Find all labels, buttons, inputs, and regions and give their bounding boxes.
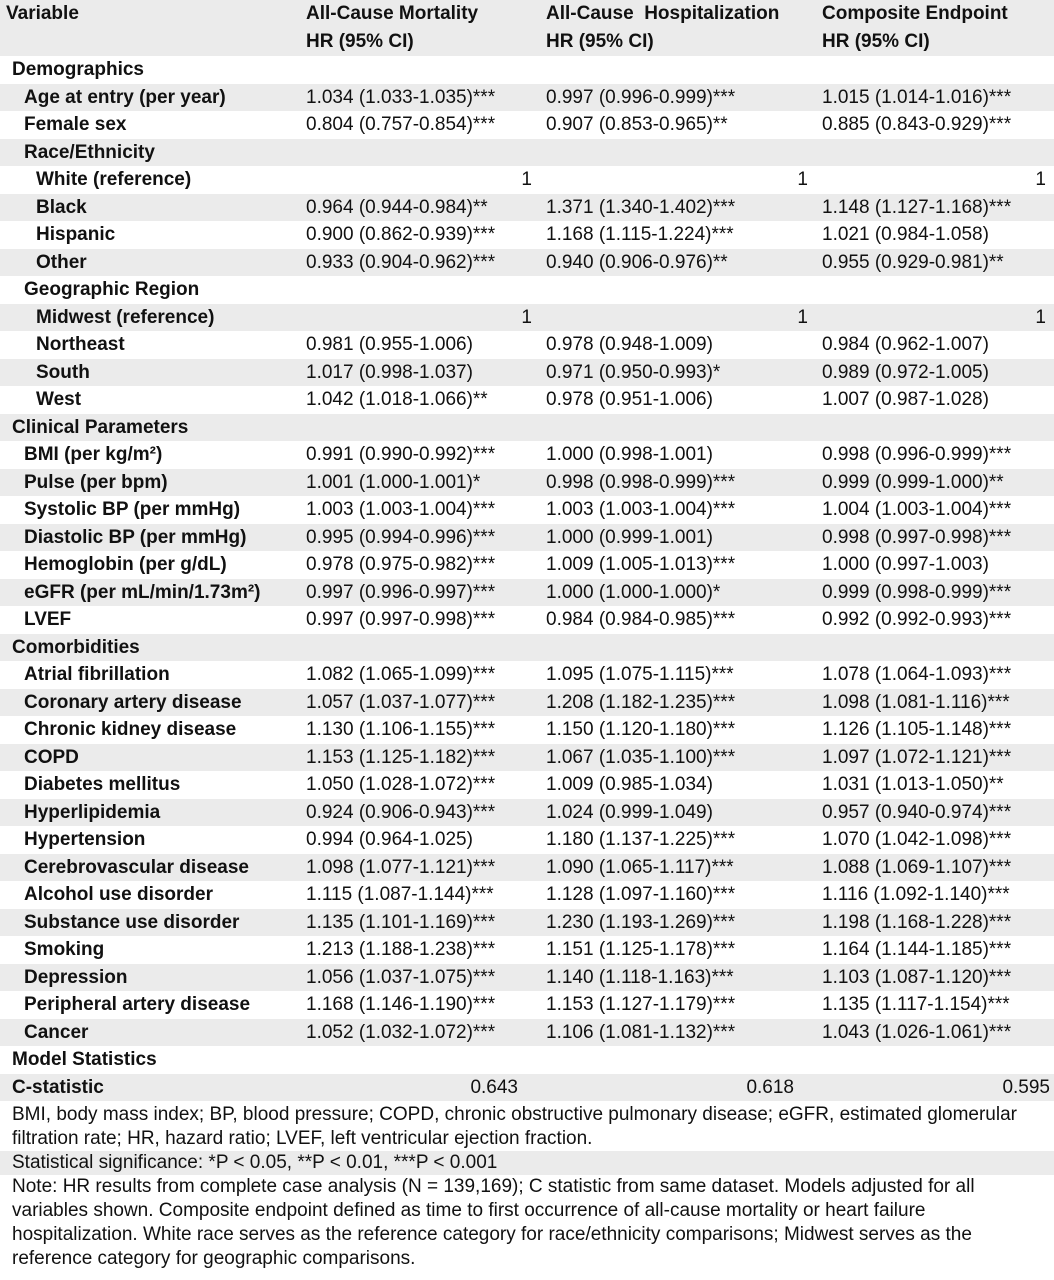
header-mortality-title: All-Cause Mortality — [306, 3, 479, 24]
composite-value: 1.078 (1.064-1.093)*** — [822, 664, 1012, 685]
header-composite-subtitle: HR (95% CI) — [822, 31, 930, 52]
abbreviations-note: BMI, body mass index; BP, blood pressure; COPD, chronic obstructive pulmonary disease; eGFR, estimated glomerular filtration rate; HR, hazard ratio; LVEF, left ventricular ejection fraction. — [12, 1104, 1017, 1149]
table-row — [0, 194, 1054, 222]
variable-label: eGFR (per mL/min/1.73m²) — [24, 581, 261, 603]
mortality-value: 0.994 (0.964-1.025) — [306, 829, 473, 850]
hospitalization-value — [540, 634, 816, 662]
table-row — [0, 524, 1054, 552]
mortality-value: 1.052 (1.032-1.072)*** — [306, 1021, 496, 1043]
hospitalization-value: 1.024 (0.999-1.049) — [546, 801, 713, 823]
mortality-value: 1 — [521, 306, 532, 328]
mortality-value: 1.130 (1.106-1.155)*** — [306, 719, 496, 740]
hospitalization-value: 0.907 (0.853-0.965)** — [546, 114, 728, 135]
hospitalization-value: 1.095 (1.075-1.115)*** — [546, 664, 734, 685]
table-row — [0, 826, 1054, 854]
mortality-value: 0.933 (0.904-0.962)*** — [306, 251, 496, 273]
table-row — [0, 441, 1054, 469]
variable-label: White (reference) — [36, 169, 192, 190]
mortality-value: 1.003 (1.003-1.004)*** — [306, 499, 496, 520]
table-row — [0, 551, 1054, 579]
composite-value: 0.595 — [1002, 1076, 1050, 1098]
variable-label: Systolic BP (per mmHg) — [24, 499, 241, 520]
composite-value: 1.043 (1.026-1.061)*** — [822, 1021, 1012, 1043]
mortality-value: 1.153 (1.125-1.182)*** — [306, 746, 496, 768]
hospitalization-value — [540, 1046, 816, 1074]
variable-label: Hemoglobin (per g/dL) — [24, 554, 227, 575]
hospitalization-value: 0.997 (0.996-0.999)*** — [546, 86, 736, 108]
table-row — [0, 606, 1054, 634]
composite-value: 1.098 (1.081-1.116)*** — [822, 691, 1010, 713]
mortality-value: 0.981 (0.955-1.006) — [306, 334, 473, 355]
hospitalization-value: 0.940 (0.906-0.976)** — [546, 251, 728, 273]
table-row — [0, 84, 1054, 112]
table-row — [0, 221, 1054, 249]
composite-value: 0.984 (0.962-1.007) — [822, 334, 989, 355]
mortality-value: 0.643 — [470, 1076, 518, 1098]
variable-label: Age at entry (per year) — [24, 86, 226, 108]
composite-value: 1.088 (1.069-1.107)*** — [822, 856, 1012, 878]
composite-value — [816, 56, 1054, 84]
variable-label: Atrial fibrillation — [24, 664, 170, 685]
composite-value: 0.885 (0.843-0.929)*** — [822, 114, 1012, 135]
mortality-value: 1.098 (1.077-1.121)*** — [306, 856, 496, 878]
table-row — [0, 276, 1054, 304]
variable-label: Hypertension — [24, 829, 146, 850]
table-row — [0, 936, 1054, 964]
mortality-value: 1.050 (1.028-1.072)*** — [306, 774, 496, 795]
hospitalization-value: 1.371 (1.340-1.402)*** — [546, 196, 736, 218]
header-variable-label: Variable — [6, 3, 79, 24]
composite-value: 1.198 (1.168-1.228)*** — [822, 911, 1012, 933]
variable-label: COPD — [24, 746, 79, 768]
variable-label: Chronic kidney disease — [24, 719, 237, 740]
composite-value: 1.070 (1.042-1.098)*** — [822, 829, 1012, 850]
composite-value: 0.998 (0.997-0.998)*** — [822, 526, 1012, 548]
header-composite — [816, 0, 1054, 56]
hospitalization-value — [540, 139, 816, 167]
composite-value: 0.955 (0.929-0.981)** — [822, 251, 1004, 273]
variable-label: Hispanic — [36, 224, 116, 245]
table-row — [0, 799, 1054, 827]
composite-value: 1.103 (1.087-1.120)*** — [822, 966, 1012, 988]
table-row — [0, 881, 1054, 909]
analysis-note: Note: HR results from complete case analysis (N = 139,169); C statistic from same dataset. Models adjusted for all variables shown. Composite endpoint defined as time to first occurrence of all-cause mortality or heart failure hospitalization. White race serves as the reference category for race/ethnicity comparisons; Midwest serves as the reference category for geographic comparisons. — [12, 1176, 975, 1269]
variable-label: Smoking — [24, 939, 105, 960]
table-row — [0, 139, 1054, 167]
composite-value: 1.007 (0.987-1.028) — [822, 389, 989, 410]
hospitalization-value: 1 — [797, 169, 808, 190]
composite-value: 1.126 (1.105-1.148)*** — [822, 719, 1012, 740]
composite-value: 0.999 (0.998-0.999)*** — [822, 581, 1012, 603]
composite-value: 1.116 (1.092-1.140)*** — [822, 884, 1010, 905]
header-composite-title: Composite Endpoint — [822, 3, 1008, 24]
table-row — [0, 579, 1054, 607]
hospitalization-value — [540, 56, 816, 84]
hospitalization-value: 1.009 (1.005-1.013)*** — [546, 554, 736, 575]
table-row — [0, 991, 1054, 1019]
table-row — [0, 249, 1054, 277]
variable-label: South — [36, 361, 90, 383]
variable-label: Female sex — [24, 114, 127, 135]
mortality-value — [300, 1046, 540, 1074]
hospitalization-value: 1.128 (1.097-1.160)*** — [546, 884, 736, 905]
mortality-value: 1.057 (1.037-1.077)*** — [306, 691, 496, 713]
composite-value — [816, 634, 1054, 662]
composite-value: 0.998 (0.996-0.999)*** — [822, 444, 1012, 465]
mortality-value: 0.997 (0.997-0.998)*** — [306, 609, 496, 630]
hospitalization-value: 1.003 (1.003-1.004)*** — [546, 499, 736, 520]
variable-label: Depression — [24, 966, 128, 988]
composite-value: 1 — [1035, 306, 1046, 328]
hospitalization-value: 0.978 (0.951-1.006) — [546, 389, 713, 410]
mortality-value: 1.115 (1.087-1.144)*** — [306, 884, 494, 905]
hospitalization-value: 0.998 (0.998-0.999)*** — [546, 471, 736, 493]
variable-label: Alcohol use disorder — [24, 884, 213, 905]
mortality-value: 1.213 (1.188-1.238)*** — [306, 939, 496, 960]
mortality-value: 0.978 (0.975-0.982)*** — [306, 554, 496, 575]
composite-value — [816, 139, 1054, 167]
composite-value: 1.031 (1.013-1.050)** — [822, 774, 1004, 795]
variable-label: Northeast — [36, 334, 125, 355]
variable-label: Other — [36, 251, 87, 273]
composite-value — [816, 1046, 1054, 1074]
composite-value: 1 — [1035, 169, 1046, 190]
variable-label: BMI (per kg/m²) — [24, 444, 163, 465]
table-row — [0, 909, 1054, 937]
header-mortality-subtitle: HR (95% CI) — [306, 31, 414, 52]
composite-value: 0.992 (0.992-0.993)*** — [822, 609, 1012, 630]
variable-label: Coronary artery disease — [24, 691, 242, 713]
hospitalization-value: 1.150 (1.120-1.180)*** — [546, 719, 736, 740]
composite-value: 0.957 (0.940-0.974)*** — [822, 801, 1012, 823]
mortality-value — [300, 634, 540, 662]
hospitalization-value: 1.067 (1.035-1.100)*** — [546, 746, 736, 768]
variable-label: Cerebrovascular disease — [24, 856, 249, 878]
variable-label: Diabetes mellitus — [24, 774, 181, 795]
header-hospitalization-subtitle: HR (95% CI) — [546, 31, 654, 52]
mortality-value — [300, 414, 540, 442]
hospitalization-value: 1.000 (0.999-1.001) — [546, 526, 713, 548]
section-row — [0, 634, 1054, 662]
variable-label: C-statistic — [12, 1076, 104, 1098]
section-row — [0, 414, 1054, 442]
table-row — [0, 716, 1054, 744]
mortality-value — [300, 276, 540, 304]
hospitalization-value: 1.000 (1.000-1.000)* — [546, 581, 721, 603]
composite-value: 1.021 (0.984-1.058) — [822, 224, 989, 245]
mortality-value — [300, 56, 540, 84]
table-row — [0, 359, 1054, 387]
hospitalization-value: 1.151 (1.125-1.178)*** — [546, 939, 736, 960]
variable-label: Geographic Region — [24, 279, 200, 300]
mortality-value: 1.056 (1.037-1.075)*** — [306, 966, 496, 988]
hospitalization-value: 0.978 (0.948-1.009) — [546, 334, 713, 355]
header-mortality — [300, 0, 540, 56]
variable-label: Cancer — [24, 1021, 89, 1043]
mortality-value: 0.804 (0.757-0.854)*** — [306, 114, 496, 135]
mortality-value: 1.168 (1.146-1.190)*** — [306, 994, 496, 1015]
mortality-value: 0.995 (0.994-0.996)*** — [306, 526, 496, 548]
header-hospitalization-title: All-Cause Hospitalization — [546, 3, 780, 24]
mortality-value: 1.135 (1.101-1.169)*** — [306, 911, 496, 933]
table-row — [0, 1074, 1054, 1102]
mortality-value: 1.042 (1.018-1.066)** — [306, 389, 488, 410]
section-row — [0, 56, 1054, 84]
table-row — [0, 854, 1054, 882]
composite-value: 0.989 (0.972-1.005) — [822, 361, 989, 383]
table-body — [0, 56, 1054, 1101]
section-label: Clinical Parameters — [12, 416, 189, 438]
mortality-value: 0.900 (0.862-0.939)*** — [306, 224, 496, 245]
hospitalization-value: 1.140 (1.118-1.163)*** — [546, 966, 734, 988]
table-header-row — [0, 0, 1054, 56]
hospitalization-value: 0.971 (0.950-0.993)* — [546, 361, 721, 383]
hospitalization-value: 1.000 (0.998-1.001) — [546, 444, 713, 465]
hospitalization-value: 0.984 (0.984-0.985)*** — [546, 609, 736, 630]
hospitalization-value: 1 — [797, 306, 808, 328]
variable-label: Peripheral artery disease — [24, 994, 251, 1015]
variable-label: LVEF — [24, 609, 72, 630]
mortality-value: 1 — [521, 169, 532, 190]
mortality-value: 0.997 (0.996-0.997)*** — [306, 581, 496, 603]
hospitalization-value: 1.153 (1.127-1.179)*** — [546, 994, 736, 1015]
mortality-value: 0.991 (0.990-0.992)*** — [306, 444, 496, 465]
table-row — [0, 771, 1054, 799]
variable-label: Pulse (per bpm) — [24, 471, 168, 493]
mortality-value: 1.034 (1.033-1.035)*** — [306, 86, 496, 108]
table-row — [0, 661, 1054, 689]
hospitalization-value: 1.168 (1.115-1.224)*** — [546, 224, 734, 245]
hospitalization-value — [540, 414, 816, 442]
hospitalization-value: 1.009 (0.985-1.034) — [546, 774, 713, 795]
hospitalization-value: 1.106 (1.081-1.132)*** — [546, 1021, 736, 1043]
mortality-value: 1.082 (1.065-1.099)*** — [306, 664, 496, 685]
composite-value — [816, 414, 1054, 442]
hospitalization-value: 1.090 (1.065-1.117)*** — [546, 856, 734, 878]
table-notes — [0, 1101, 1054, 1271]
significance-note: Statistical significance: *P < 0.05, **P < 0.01, ***P < 0.001 — [0, 1151, 1054, 1175]
table-row — [0, 964, 1054, 992]
table-row — [0, 386, 1054, 414]
hospitalization-value — [540, 276, 816, 304]
table-row — [0, 496, 1054, 524]
table-row — [0, 111, 1054, 139]
composite-value: 1.164 (1.144-1.185)*** — [822, 939, 1012, 960]
composite-value: 1.097 (1.072-1.121)*** — [822, 746, 1012, 768]
table-row — [0, 331, 1054, 359]
composite-value: 1.015 (1.014-1.016)*** — [822, 86, 1012, 108]
table-row — [0, 689, 1054, 717]
variable-label: Black — [36, 196, 87, 218]
mortality-value: 0.924 (0.906-0.943)*** — [306, 801, 496, 823]
variable-label: Hyperlipidemia — [24, 801, 161, 823]
mortality-value — [300, 139, 540, 167]
section-label: Demographics — [12, 59, 144, 80]
composite-value: 1.004 (1.003-1.004)*** — [822, 499, 1012, 520]
table-row — [0, 469, 1054, 497]
variable-label: Diastolic BP (per mmHg) — [24, 526, 247, 548]
mortality-value: 1.001 (1.000-1.001)* — [306, 471, 481, 493]
composite-value: 1.148 (1.127-1.168)*** — [822, 196, 1012, 218]
composite-value: 1.000 (0.997-1.003) — [822, 554, 989, 575]
header-hospitalization — [540, 0, 816, 56]
header-variable — [0, 0, 300, 56]
hospitalization-value: 1.230 (1.193-1.269)*** — [546, 911, 736, 933]
variable-label: Midwest (reference) — [36, 306, 215, 328]
composite-value — [816, 276, 1054, 304]
hospitalization-value: 0.618 — [746, 1076, 794, 1098]
variable-label: Substance use disorder — [24, 911, 240, 933]
section-label: Comorbidities — [12, 636, 140, 658]
table-row — [0, 166, 1054, 194]
mortality-value: 0.964 (0.944-0.984)** — [306, 196, 488, 218]
variable-label: West — [36, 389, 82, 410]
section-row — [0, 1046, 1054, 1074]
hospitalization-value: 1.180 (1.137-1.225)*** — [546, 829, 736, 850]
composite-value: 0.999 (0.999-1.000)** — [822, 471, 1004, 493]
composite-value: 1.135 (1.117-1.154)*** — [822, 994, 1010, 1015]
hospitalization-value: 1.208 (1.182-1.235)*** — [546, 691, 736, 713]
table-row — [0, 304, 1054, 332]
variable-label: Race/Ethnicity — [24, 141, 155, 163]
table-row — [0, 744, 1054, 772]
mortality-value: 1.017 (0.998-1.037) — [306, 361, 473, 383]
section-label: Model Statistics — [12, 1049, 157, 1070]
table-row — [0, 1019, 1054, 1047]
